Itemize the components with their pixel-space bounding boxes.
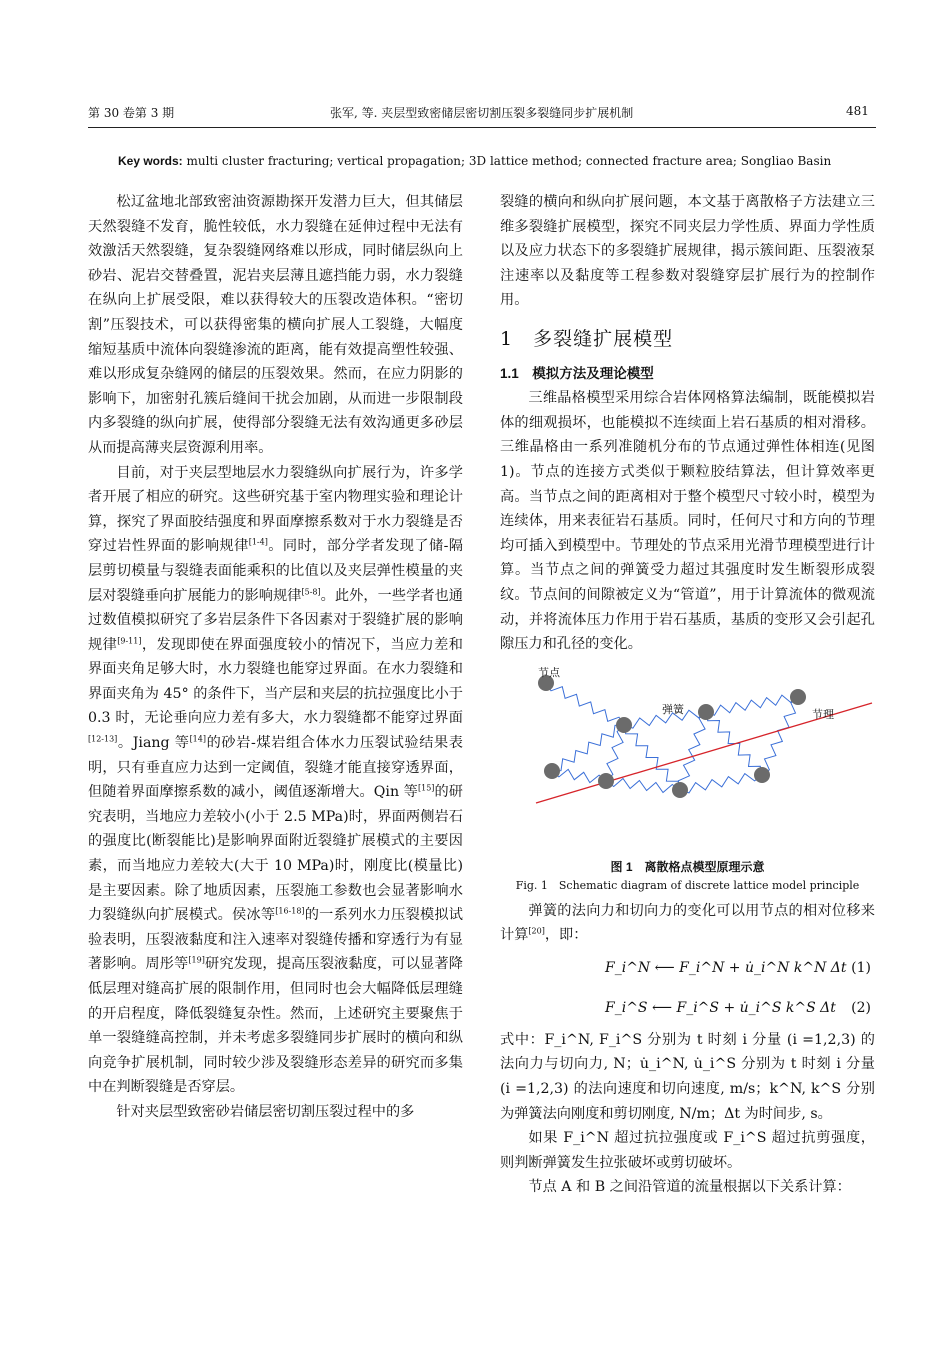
citation: [1-4] — [248, 537, 268, 547]
citation: [9-11] — [117, 635, 142, 645]
citation: [16-18] — [275, 906, 305, 916]
lattice-node — [698, 704, 714, 720]
spring-zigzag — [606, 725, 624, 781]
right-column — [500, 190, 875, 1200]
figure-1-caption-cn: 图 1 离散格点模型原理示意 — [610, 859, 765, 874]
method-paragraph: 三维晶格模型采用综合岩体网格算法编制，既能模拟岩体的细观损坏，也能模拟不连续面上岩石基质的相对滑移。三维晶格由一系列准随机分布的节点通过弹性体相连(见图 1)。节点的连接方式类似于颗粒胶结算法，但计算效率更高。当节点之间的距离相对于整个模型尺寸较小时，模型为连续体，用来表征岩石基质。同时，任何尺寸和方向的节理均可插入到模型中。节理处的节点采用光滑节理模型进行计算。当节点之间的弹簧受力超过其强度时发生断裂形成裂纹。节点间的间隙被定义为“管道”，用于计算流体的微观流动，并将流体压力作用于岩石基质，基质的变形又会引起孔隙压力和孔径的变化。 — [500, 390, 875, 653]
equation-1-number: (1) — [851, 959, 871, 976]
spring-zigzag — [552, 769, 606, 782]
spring-zigzag — [678, 712, 706, 790]
flow-intro: 节点 A 和 B 之间沿管道的流量根据以下关系计算： — [528, 1179, 851, 1196]
spring-zigzag — [606, 778, 680, 792]
lattice-node — [672, 782, 688, 798]
equation-2-body: F_i^S ⟵ F_i^S + u̇_i^S k^S Δt — [605, 999, 836, 1016]
intro-paragraph-3: 针对夹层型致密砂岩储层密切割压裂过程中的多 — [116, 1103, 415, 1120]
label-spring: 弹簧 — [662, 702, 684, 716]
section-1-title: 1 多裂缝扩展模型 — [500, 327, 674, 350]
equation-1 — [500, 948, 875, 988]
intro-paragraph-1: 松辽盆地北部致密油资源勘探开发潜力巨大，但其储层天然裂缝不发育，脆性较低，水力裂缝在延伸过程中无法有效激活天然裂缝，复杂裂缝网络难以形成，同时储层纵向上砂岩、泥岩交替叠置，泥岩夹层薄且遮挡能力弱，水力裂缝在纵向上扩展受限，难以获得较大的压裂改造体积。“密切割”压裂技术，可以获得密集的横向扩展人工裂缝，大幅度缩短基质中流体向裂缝渗流的距离，能有效提高塑性较强、难以形成复杂缝网的储层的压裂效果。然而，在应力阴影的影响下，加密射孔簇后缝间干扰会加剧，从而进一步限制段内多裂缝的纵向扩展，使得部分裂缝无法有效沟通更多砂层从而提高薄夹层资源利用率。 — [88, 194, 463, 456]
citation: [15] — [417, 783, 435, 793]
citation: [12-13] — [88, 734, 118, 744]
figure-1 — [500, 667, 875, 853]
equation-2-number: (2) — [851, 999, 871, 1016]
spring-zigzag — [546, 683, 624, 725]
citation: [19] — [188, 955, 205, 965]
intro-paragraph-3-continued: 裂缝的横向和纵向扩展问题，本文基于离散格子方法建立三维多裂缝扩展模型，探究不同夹层力学性质、界面力学性质以及应力状态下的多裂缝扩展规律，揭示簇间距、压裂液泵注速率以及黏度等工程参数对裂缝穿层扩展行为的控制作用。 — [500, 194, 875, 309]
citation: [5-8] — [301, 586, 321, 596]
keywords — [118, 154, 831, 168]
spring-zigzag — [762, 697, 798, 775]
lattice-node — [598, 773, 614, 789]
label-joint: 节理 — [812, 707, 834, 721]
keywords-text: multi cluster fracturing; vertical propagation; 3D lattice method; connected fracture area; Songliao Basin — [182, 154, 832, 168]
lattice-node — [754, 767, 770, 783]
citation: [14] — [189, 734, 206, 744]
lattice-node — [790, 689, 806, 705]
figure-1-caption-en: Fig. 1 Schematic diagram of discrete lattice model principle — [515, 878, 860, 892]
lattice-diagram — [500, 667, 875, 853]
subsection-1-1-title: 1.1 模拟方法及理论模型 — [500, 365, 654, 381]
force-paragraph: 弹簧的法向力和切向力的变化可以用节点的相对位移来计算[20]，即： — [500, 902, 875, 944]
equation-1-body: F_i^N ⟵ F_i^N + u̇_i^N k^N Δt — [605, 959, 847, 976]
citation: [20] — [528, 926, 545, 936]
header-rule — [88, 127, 876, 128]
spring-zigzag — [624, 725, 680, 790]
failure-criterion: 如果 F_i^N 超过抗拉强度或 F_i^S 超过抗剪强度，则判断弹簧发生拉张破坏或剪切破坏。 — [500, 1130, 875, 1171]
intro-paragraph-2: 目前，对于夹层型地层水力裂缝纵向扩展行为，许多学者开展了相应的研究。这些研究基于室内物理实验和理论计算，探究了界面胶结强度和界面摩擦系数对于水力裂缝是否穿过岩性界面的影响规律[1-4]。同时，部分学者发现了储-隔层剪切模量与裂缝表面能乘积的比值以及夹层弹性模量的夹层对裂缝垂向扩展能力的影响规律[5-8]。此外，一些学者也通过数值模拟研究了多岩层条件下各因素对于裂缝扩展的影响规律[9-11]，发现即使在界面强度较小的情况下，当应力差和界面夹角足够大时，水力裂缝也能穿过界面。在水力裂缝和界面夹角为 45° 的条件下，当产层和夹层的抗拉强度比小于 0.3 时，无论垂向应力差有多大，水力裂缝都不能穿过界面[12-13]。Jiang 等[14]的砂岩-煤岩组合体水力压裂试验结果表明，只有垂直应力达到一定阈值，裂缝才能直接穿透界面，但随着界面摩擦系数的减小，阈值逐渐增大。Qin 等[15]的研究表明，当地应力差较小(小于 2.5 MPa)时，界面两侧岩石的强度比(断裂能比)是影响界面附近裂缝扩展模式的主要因素，而当地应力差较大(大于 10 MPa)时，刚度比(模量比)是主要因素。除了地质因素，压裂施工参数也会显著影响水力裂缝纵向扩展模式。侯冰等[16-18]的一系列水力压裂模拟试验表明，压裂液黏度和注入速率对裂缝传播和穿透行为有显著影响。周彤等[19]研究发现，提高压裂液黏度，可以显著降低层理对缝高扩展的限制作用，但同时也会大幅降低层理缝的开启程度，降低裂缝复杂性。然而，上述研究主要聚焦于单一裂缝缝高控制，并未考虑多裂缝同步扩展时的横向和纵向竞争扩展机制，同时较少涉及裂缝形态差异的研究而多集中在判断裂缝是否穿层。 — [88, 464, 463, 1096]
keywords-label: Key words: — [118, 154, 183, 168]
article-running-title: 张军, 等. 夹层型致密储层密切割压裂多裂缝同步扩展机制 — [330, 106, 634, 120]
spring-zigzag — [706, 695, 798, 715]
spring-zigzag — [680, 773, 762, 792]
lattice-node — [616, 717, 632, 733]
nodes — [538, 675, 806, 798]
spring-zigzag — [552, 725, 624, 771]
label-node: 节点 — [538, 666, 560, 679]
page-number: 481 — [846, 104, 869, 118]
journal-issue: 第 30 卷第 3 期 — [88, 106, 175, 120]
symbol-definitions: 式中：F_i^N, F_i^S 分别为 t 时刻 i 分量 (i =1,2,3) 的法向力与切向力, N；u̇_i^N, u̇_i^S 分别为 t 时刻 i 分量 (i =1,2,3) 的法向速度和切向速度, m/s；k^N, k^S 分别为弹簧法向刚度和剪切刚度, N/m；Δt 为时间步, s。 — [500, 1031, 875, 1122]
equation-2 — [500, 988, 875, 1028]
lattice-node — [544, 763, 560, 779]
left-column — [88, 190, 463, 1125]
